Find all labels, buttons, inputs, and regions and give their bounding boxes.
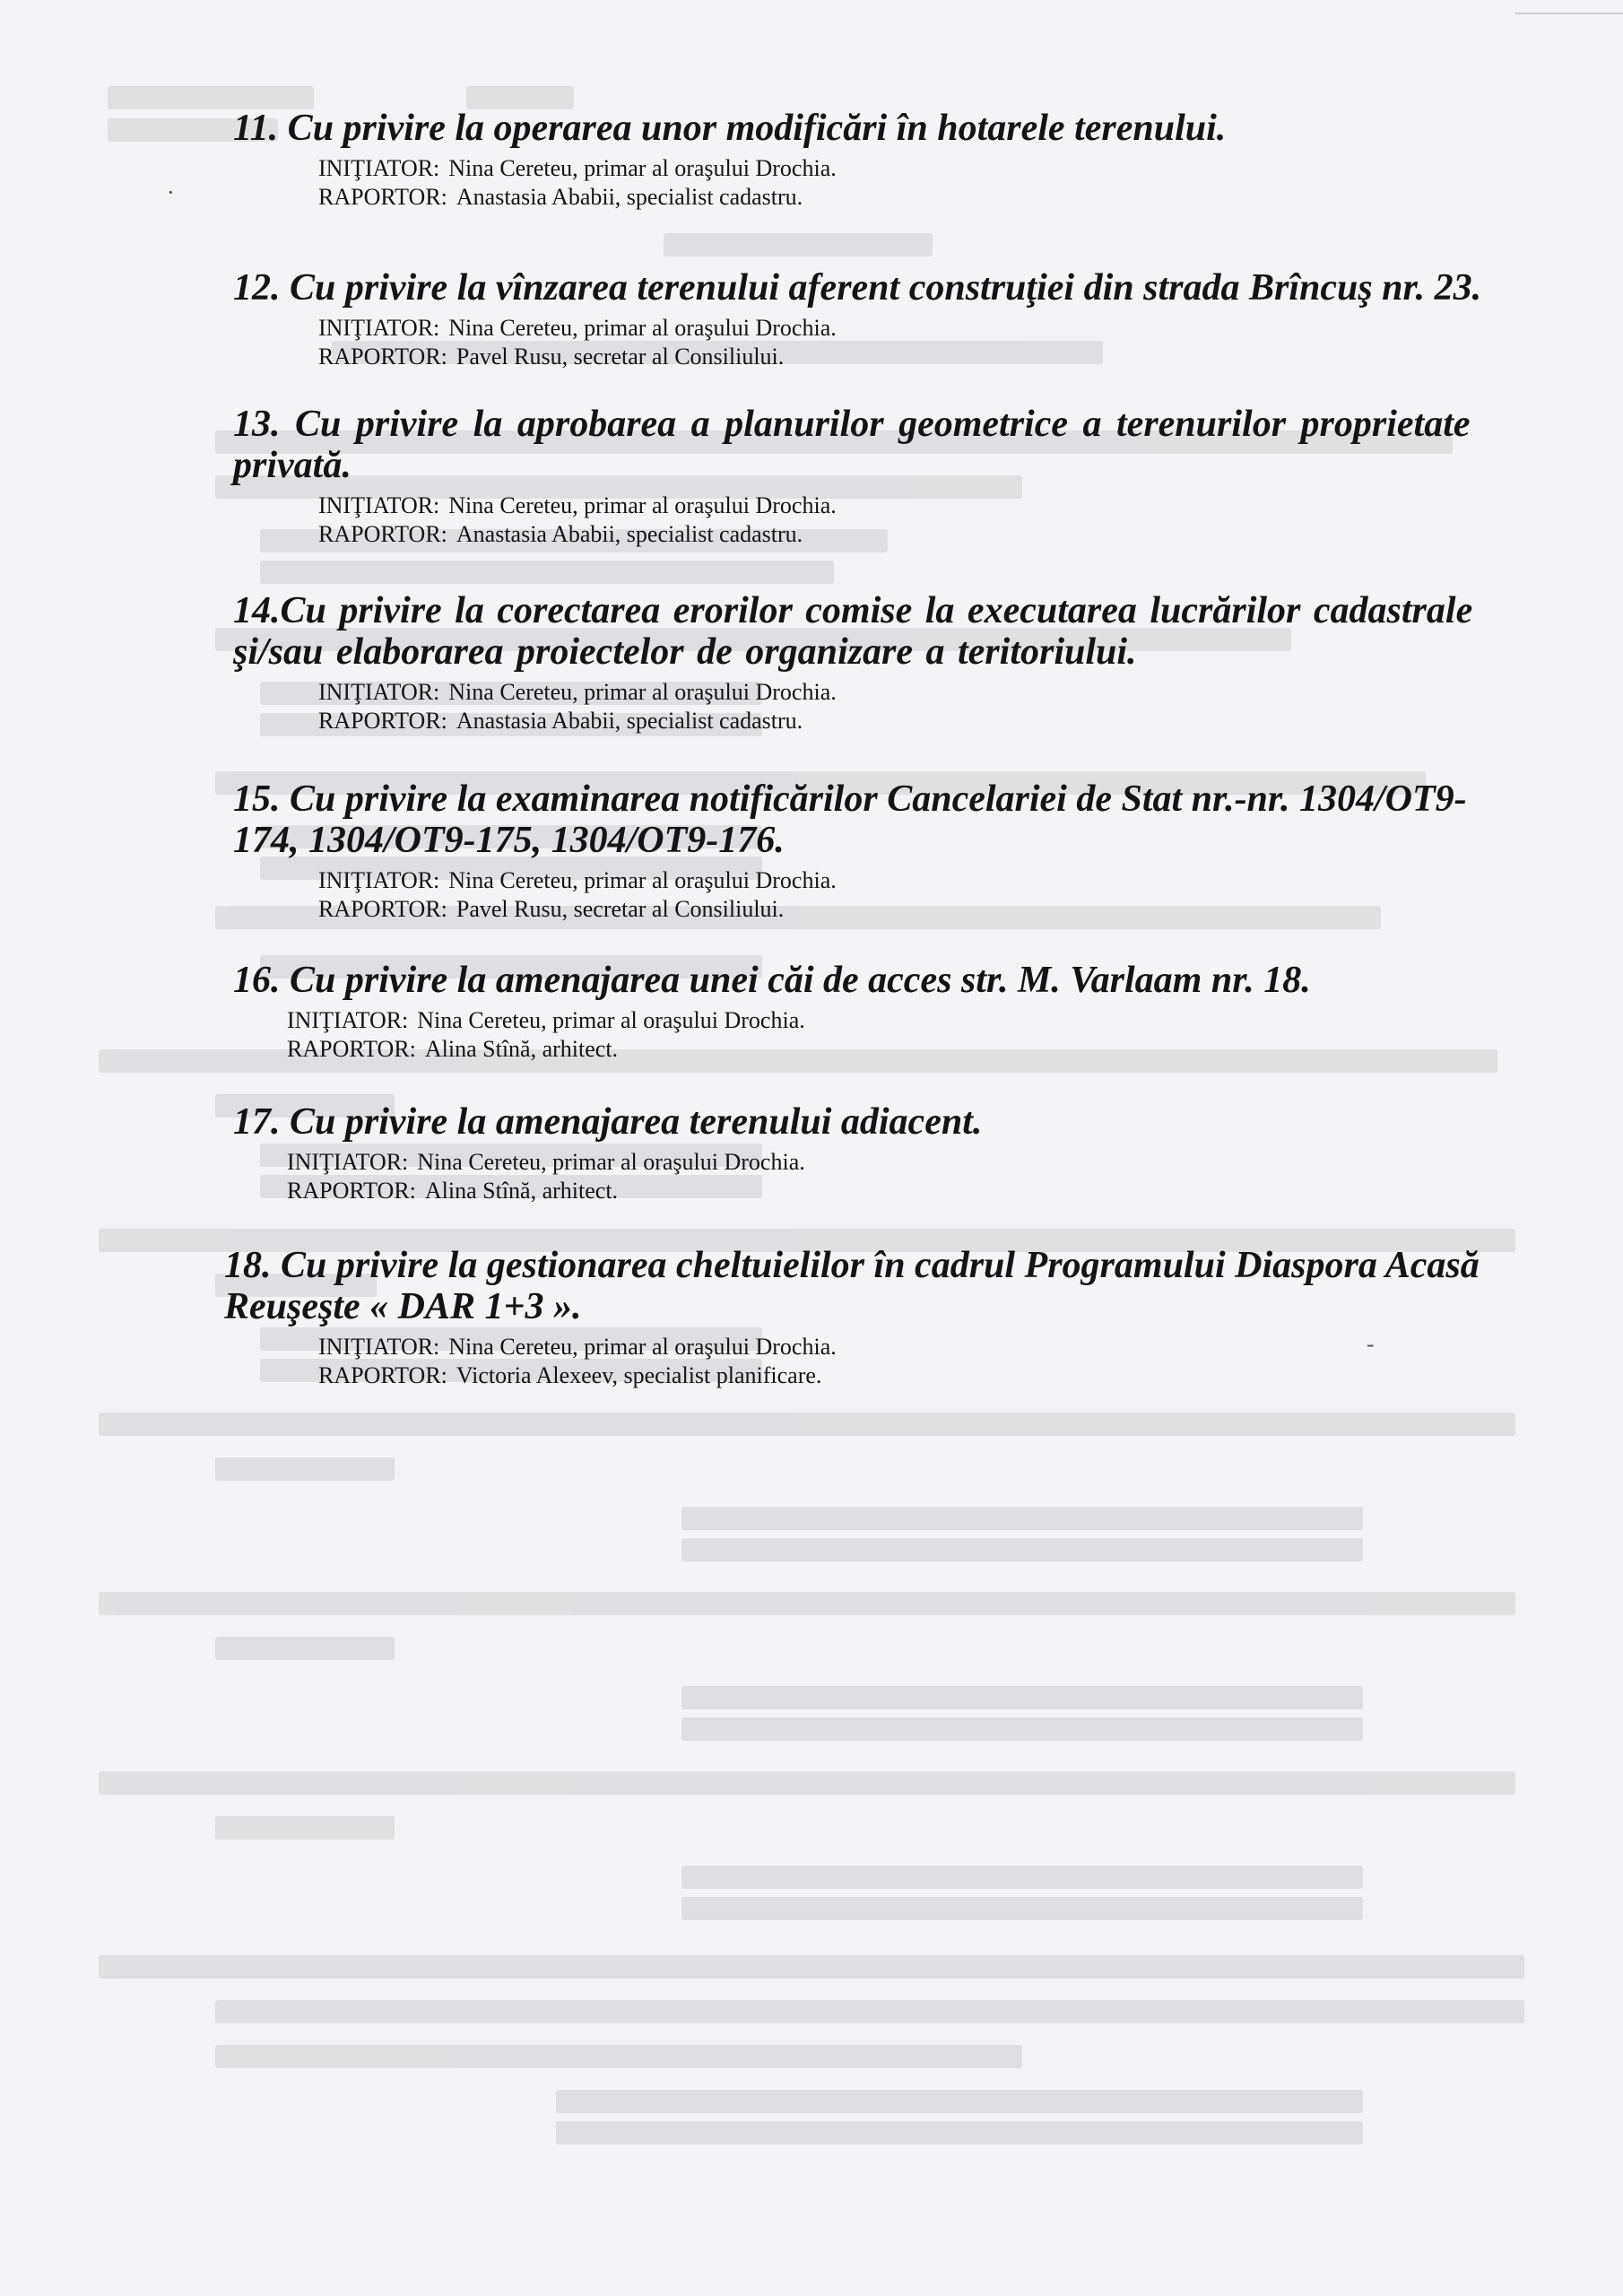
raportor-line: [318, 343, 1542, 371]
initiator-value: Nina Cereteu, primar al oraşului Drochia.: [417, 1007, 805, 1033]
initiator-line: [287, 1148, 1542, 1177]
initiator-value: Nina Cereteu, primar al oraşului Drochia.: [448, 1334, 837, 1360]
raportor-label: RAPORTOR:: [318, 344, 447, 370]
raportor-line: [318, 183, 1542, 212]
initiator-label: INIŢIATOR:: [287, 1007, 409, 1033]
raportor-value: Anastasia Ababii, specialist cadastru.: [456, 521, 803, 547]
agenda-item-12: [233, 267, 1542, 371]
raportor-label: RAPORTOR:: [287, 1178, 416, 1204]
initiator-label: INIŢIATOR:: [318, 492, 440, 518]
agenda-item-heading: 17. Cu privire la amenajarea terenului adiacent.: [233, 1101, 983, 1143]
initiator-value: Nina Cereteu, primar al oraşului Drochia.: [448, 155, 837, 181]
raportor-label: RAPORTOR:: [318, 1362, 447, 1388]
initiator-line: [318, 678, 1488, 707]
raportor-value: Alina Stînă, arhitect.: [424, 1036, 619, 1062]
raportor-line: [318, 1361, 1515, 1390]
raportor-label: RAPORTOR:: [287, 1036, 416, 1062]
agenda-item-heading: 18. Cu privire la gestionarea cheltuielilor în cadrul Programului Diaspora Acasă Reuşeşte « DAR 1+3 ».: [224, 1245, 1480, 1327]
agenda-item-heading: 16. Cu privire la amenajarea unei căi de acces str. M. Varlaam nr. 18.: [233, 960, 1311, 1001]
initiator-label: INIŢIATOR:: [318, 315, 440, 341]
initiator-value: Nina Cereteu, primar al oraşului Drochia.: [448, 315, 837, 341]
raportor-line: [318, 895, 1488, 924]
raportor-label: RAPORTOR:: [318, 184, 447, 210]
initiator-line: [287, 1006, 1542, 1035]
initiator-line: [318, 314, 1542, 343]
initiator-line: [318, 1333, 1515, 1361]
stray-mark: -: [1367, 1331, 1375, 1357]
initiator-line: [318, 154, 1542, 183]
agenda-item-16: [233, 960, 1542, 1064]
raportor-value: Anastasia Ababii, specialist cadastru.: [456, 184, 803, 210]
initiator-label: INIŢIATOR:: [318, 1334, 440, 1360]
agenda-item-17: [233, 1101, 1542, 1205]
initiator-value: Nina Cereteu, primar al oraşului Drochia.: [417, 1149, 805, 1175]
raportor-line: [318, 520, 1488, 549]
initiator-label: INIŢIATOR:: [318, 679, 440, 705]
initiator-value: Nina Cereteu, primar al oraşului Drochia.: [448, 867, 837, 893]
agenda-item-13: [233, 404, 1488, 549]
stray-dot: ·: [167, 179, 175, 205]
initiator-line: [318, 491, 1488, 520]
agenda-item-15: [233, 778, 1488, 924]
raportor-value: Alina Stînă, arhitect.: [424, 1178, 619, 1204]
agenda-item-heading: 12. Cu privire la vînzarea terenului aferent construţiei din strada Brîncuş nr. 23.: [233, 267, 1482, 309]
initiator-line: [318, 866, 1488, 895]
raportor-label: RAPORTOR:: [318, 521, 447, 547]
agenda-item-heading: 11. Cu privire la operarea unor modificări în hotarele terenului.: [233, 108, 1227, 149]
initiator-value: Nina Cereteu, primar al oraşului Drochia.: [448, 492, 837, 518]
initiator-value: Nina Cereteu, primar al oraşului Drochia.: [448, 679, 837, 705]
raportor-value: Victoria Alexeev, specialist planificare.: [456, 1362, 822, 1388]
raportor-line: [287, 1177, 1542, 1205]
raportor-line: [287, 1035, 1542, 1064]
raportor-line: [318, 707, 1488, 735]
raportor-label: RAPORTOR:: [318, 896, 447, 922]
raportor-label: RAPORTOR:: [318, 708, 447, 734]
raportor-value: Anastasia Ababii, specialist cadastru.: [456, 708, 803, 734]
raportor-value: Pavel Rusu, secretar al Consiliului.: [456, 896, 785, 922]
initiator-label: INIŢIATOR:: [318, 155, 440, 181]
agenda-item-heading: 13. Cu privire la aprobarea a planurilor geometrice a terenurilor proprietate privată.: [233, 404, 1471, 486]
agenda-item-11: [233, 108, 1542, 212]
agenda-item-heading: 14.Cu privire la corectarea erorilor comise la executarea lucrărilor cadastrale şi/sau elaborarea proiectelor de organizare a teritoriului.: [233, 590, 1473, 673]
agenda-item-14: [233, 590, 1488, 735]
agenda-item-18: [224, 1245, 1515, 1390]
agenda-item-heading: 15. Cu privire la examinarea notificărilor Cancelariei de Stat nr.-nr. 1304/OT9-174, 1304/OT9-175, 1304/OT9-176.: [233, 778, 1467, 861]
initiator-label: INIŢIATOR:: [318, 867, 440, 893]
raportor-value: Pavel Rusu, secretar al Consiliului.: [456, 344, 785, 370]
initiator-label: INIŢIATOR:: [287, 1149, 409, 1175]
